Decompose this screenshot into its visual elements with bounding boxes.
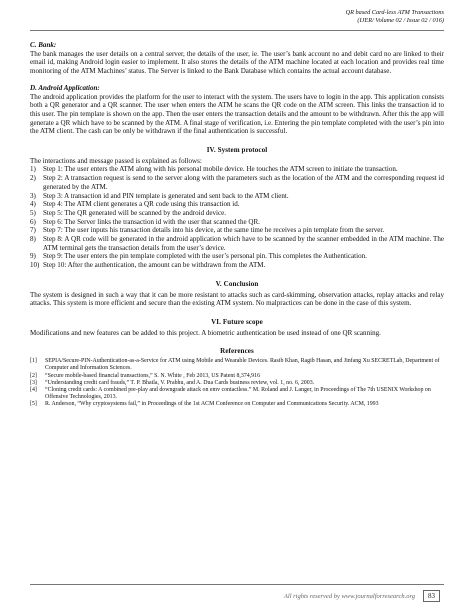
step-text: Step 3: A transaction id and PIN template is generated and sent back to the ATM client. xyxy=(43,191,289,200)
conclusion-paragraph: The system is designed in such a way that it can be more resistant to attacks such as card-skimming, observation attacks, replay attacks and relay attacks. This system is more efficient and secure than the existing ATM system. No malpractices can be done in the case of this system. xyxy=(30,290,444,308)
android-paragraph: The android application provides the platform for the user to interact with the system. The users have to login in the app. This application consists both a QR generator and a QR scanner. The user when enters the ATM he scans the QR code on the ATM screen. This links the transaction id to this user. The pin template is shown on the app. Then the user enters the transaction details and the amount to be withdrawn. After this the app will generate a QR which have to be scanned by the ATM. A final stage of verification, i.e. Entering the pin template completed with the user’s pin into the ATM client. The cash can be only be withdrawn if the final authentication is successful. xyxy=(30,92,444,136)
ref-text: “Cloning credit cards: A combined pre-play and downgrade attack on emv contactless.” M. Roland and J. Langer, in Proceedings of The 7th USENIX Workshop on Offensive Technologies, 2013. xyxy=(45,386,431,401)
ref-text: “Secure mobile-based financial transactions,” S. N. White , Feb 2013, US Patent 8,374,916 xyxy=(45,372,261,379)
step-text: Step 2: A transaction request is send to the server along with the parameters such as the location of the ATM and the corresponding request id generated by the ATM. xyxy=(43,174,444,191)
list-item xyxy=(30,174,444,191)
references-list xyxy=(30,358,444,408)
step-number: 7) xyxy=(30,226,36,235)
conclusion-heading: V. Conclusion xyxy=(215,279,259,288)
list-item xyxy=(30,401,444,408)
ref-text: “Understanding credit card frauds,” T. P. Bhatla, V. Prabhu, and A. Dua Cards business review, vol. 1, no. 6, 2003. xyxy=(45,379,315,386)
list-item xyxy=(30,218,444,227)
list-item xyxy=(30,235,444,252)
step-number: 1) xyxy=(30,165,36,174)
ref-number: [1] xyxy=(30,358,37,365)
footer-rights: All rights reserved by www.journalforresearch.org xyxy=(283,592,415,600)
header-title: QR based Card-less ATM Transactions xyxy=(345,9,444,16)
list-item xyxy=(30,209,444,218)
step-number: 8) xyxy=(30,235,36,244)
list-item xyxy=(30,226,444,235)
ref-text: SEPIA/Secure-PIN-Authentication-as-a-Service for ATM using Mobile and Wearable Devices. Rasib Khan, Ragib Hasan, and Jinfang Xu SECRETLab, Department of Computer and Information Sciences. xyxy=(45,358,440,372)
android-heading: D. Android Application: xyxy=(30,83,100,92)
page-number: 83 xyxy=(423,590,440,602)
step-number: 9) xyxy=(30,252,36,261)
step-number: 10) xyxy=(30,261,40,270)
future-scope-heading: VI. Future scope xyxy=(211,317,263,326)
list-item xyxy=(30,192,444,201)
references-heading: References xyxy=(220,347,254,356)
step-text: Step 9: The user enters the pin template completed with the user’s personal pin. This completes the Authentication. xyxy=(43,252,367,261)
bank-paragraph: The bank manages the user details on a central server, the details of the user, ie. The user’s bank account no and debit card no are linked to their email id, making Android login easier to implement. It also stores the details of the ATM machine located at each location and provides real time monitoring of the ATM Machines’ status. The Server is linked to the Bank Database which contains the actual account database. xyxy=(30,49,444,76)
list-item xyxy=(30,165,444,174)
list-item xyxy=(30,387,444,401)
ref-number: [5] xyxy=(30,401,37,408)
step-number: 3) xyxy=(30,191,36,200)
list-item xyxy=(30,380,444,387)
ref-number: [2] xyxy=(30,372,37,379)
ref-number: [4] xyxy=(30,386,37,393)
footer-rule xyxy=(30,584,444,585)
list-item xyxy=(30,252,444,261)
list-item xyxy=(30,373,444,380)
step-text: Step 8: A QR code will be generated in the android application which have to be scanned by the scanner embedded in the ATM machine. The ATM terminal gets the transaction details from the user’s device. xyxy=(43,235,444,252)
header-volume: (IJER/ Volume 02 / Issue 02 / 016) xyxy=(357,17,444,24)
step-text: Step 6: The Server links the transaction id with the user that scanned the QR. xyxy=(43,217,260,226)
list-item xyxy=(30,200,444,209)
step-text: Step 7: The user inputs his transaction details into his device, at the same time he receives a pin template from the server. xyxy=(43,226,385,235)
step-text: Step 5: The QR generated will be scanned by the android device. xyxy=(43,208,227,217)
header-rule xyxy=(30,30,444,31)
page-footer xyxy=(284,590,440,602)
step-text: Step 10: After the authentication, the amount can be withdrawn from the ATM. xyxy=(43,261,266,270)
bank-heading: C. Bank: xyxy=(30,41,57,49)
page-body xyxy=(30,36,444,409)
running-header xyxy=(346,9,444,25)
list-item xyxy=(30,358,444,372)
protocol-intro: The interactions and message passed is explained as follows: xyxy=(30,156,202,165)
ref-number: [3] xyxy=(30,379,37,386)
ref-text: R. Anderson, “Why cryptosystems fail,” in Proceedings of the 1st ACM Conference on Computer and Communications Security. ACM, 1993 xyxy=(45,401,379,408)
step-text: Step 1: The user enters the ATM along with his personal mobile device. He touches the ATM screen to initiate the transaction. xyxy=(43,165,398,174)
step-number: 5) xyxy=(30,208,36,217)
step-text: Step 4: The ATM client generates a QR code using this transaction id. xyxy=(43,200,240,209)
list-item xyxy=(30,261,444,270)
step-number: 6) xyxy=(30,217,36,226)
step-number: 2) xyxy=(30,174,36,183)
future-scope-paragraph: Modifications and new features can be added to this project. A biometric authentication be used instead of one QR scanning. xyxy=(30,328,381,337)
protocol-steps xyxy=(30,165,444,269)
protocol-heading: IV. System protocol xyxy=(206,146,268,155)
step-number: 4) xyxy=(30,200,36,209)
